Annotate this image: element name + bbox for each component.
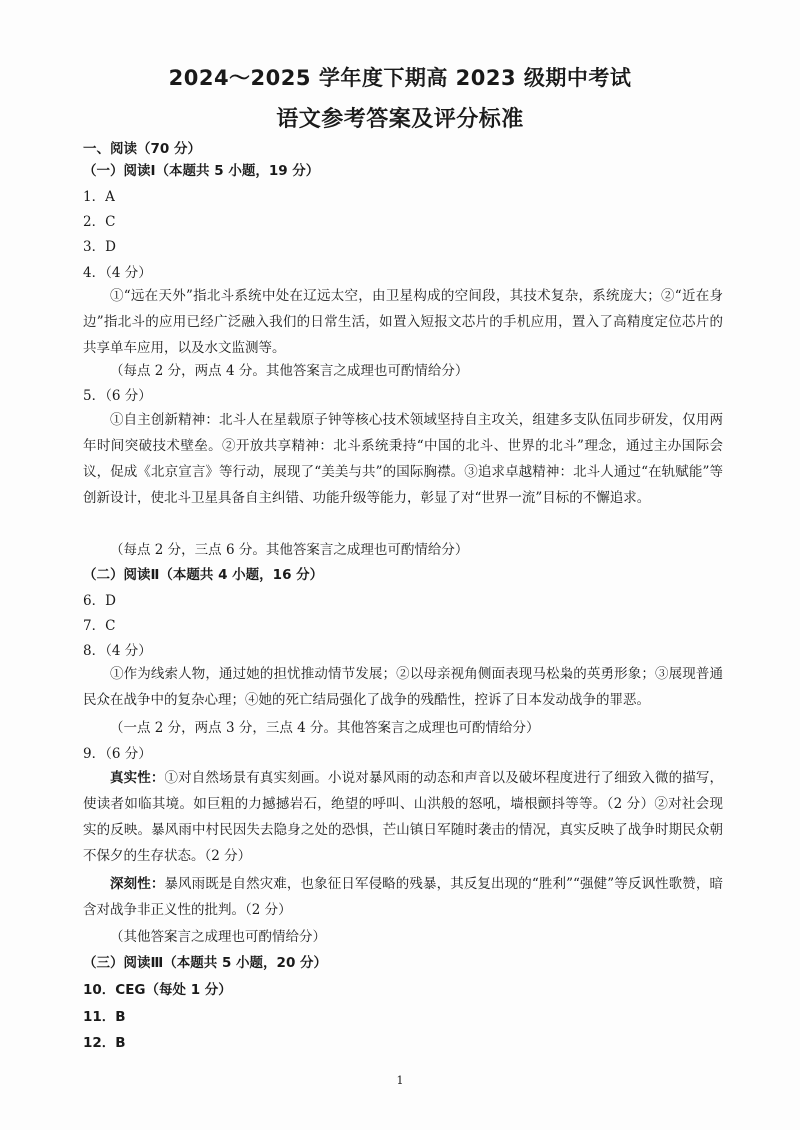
q5-label: 5．（6 分）	[83, 388, 152, 404]
answer-q7: 7．C	[83, 618, 116, 634]
q9-depth-paragraph	[83, 871, 723, 923]
answer-q10: 10．CEG（每处 1 分）	[83, 982, 232, 998]
section-heading-reading: 一、阅读（70 分）	[83, 141, 201, 157]
part1-heading: （一）阅读Ⅰ（本题共 5 小题，19 分）	[83, 163, 320, 179]
page-number: 1	[396, 1074, 404, 1087]
exam-subtitle: 语文参考答案及评分标准	[276, 107, 524, 132]
part3-heading: （三）阅读Ⅲ（本题共 5 小题，20 分）	[83, 955, 328, 971]
q4-label: 4．（4 分）	[83, 265, 152, 281]
exam-title: 2024～2025 学年度下期高 2023 级期中考试	[168, 66, 632, 90]
q8-scoring-note: （一点 2 分，两点 3 分，三点 4 分。其他答案言之成理也可酌情给分）	[110, 720, 540, 736]
part2-heading: （二）阅读Ⅱ（本题共 4 小题，16 分）	[83, 567, 324, 583]
q4-scoring-note: （每点 2 分，两点 4 分。其他答案言之成理也可酌情给分）	[110, 363, 469, 379]
answer-q6: 6．D	[83, 593, 116, 609]
q9-scoring-note: （其他答案言之成理也可酌情给分）	[110, 929, 326, 945]
depth-text: 暴风雨既是自然灾难，也象征日军侵略的残暴，其反复出现的“胜利”“强健”等反讽性歌赞，暗含对战争非正义性的批判。（2 分）	[83, 876, 723, 918]
answer-q3: 3．D	[83, 239, 116, 255]
answer-q2: 2．C	[83, 214, 116, 230]
depth-term: 深刻性：	[110, 876, 165, 892]
q9-realism-paragraph	[83, 765, 723, 869]
q5-answer: ①自主创新精神：北斗人在星载原子钟等核心技术领域坚持自主攻关，组建多支队伍同步研发，仅用两年时间突破技术壁垒。②开放共享精神：北斗系统秉持“中国的北斗、世界的北斗”理念，通过主办国际会议，促成《北京宣言》等行动，展现了“美美与共”的国际胸襟。③追求卓越精神：北斗人通过“在轨赋能”等创新设计，使北斗卫星具备自主纠错、功能升级等能力，彰显了对“世界一流”目标的不懈追求。	[83, 412, 723, 506]
answer-q12: 12．B	[83, 1035, 126, 1051]
answer-q11: 11．B	[83, 1009, 126, 1025]
realism-term: 真实性：	[110, 770, 165, 786]
realism-text: ①对自然场景有真实刻画。小说对暴风雨的动态和声音以及破坏程度进行了细致入微的描写，使读者如临其境。如巨粗的力撼撼岩石，绝望的呼叫、山洪般的怒吼，墙根颤抖等等。（2 分）②对社会现实的反映。暴风雨中村民因失去隐身之处的恐惧，芒山镇日军随时袭击的情况，真实反映了战争时期民众朝不保夕的生存状态。（2 分）	[83, 770, 723, 864]
q4-answer: ①“远在天外”指北斗系统中处在辽远太空，由卫星构成的空间段，其技术复杂，系统庞大；②“近在身边”指北斗的应用已经广泛融入我们的日常生活，如置入短报文芯片的手机应用，置入了高精度定位芯片的共享单车应用，以及水文监测等。	[83, 288, 723, 356]
q5-scoring-note: （每点 2 分，三点 6 分。其他答案言之成理也可酌情给分）	[110, 542, 469, 558]
q8-answer: ①作为线索人物，通过她的担忧推动情节发展；②以母亲视角侧面表现马松枭的英勇形象；③展现普通民众在战争中的复杂心理；④她的死亡结局强化了战争的残酷性，控诉了日本发动战争的罪恶。	[83, 666, 723, 708]
q9-label: 9．（6 分）	[83, 746, 152, 762]
q8-label: 8．（4 分）	[83, 643, 152, 659]
answer-q1: 1．A	[83, 189, 115, 205]
